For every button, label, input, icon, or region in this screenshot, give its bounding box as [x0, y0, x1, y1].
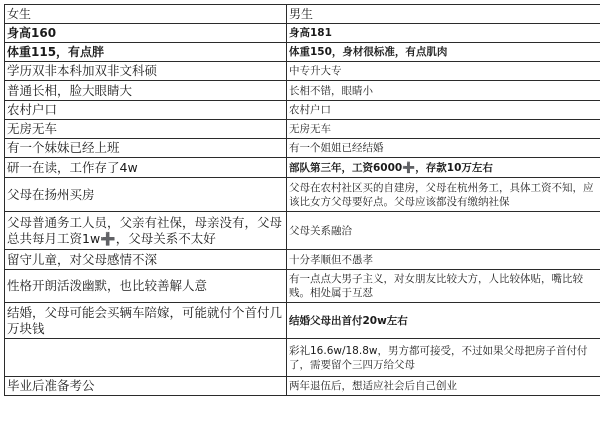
table-row [5, 158, 600, 178]
row-right: 十分孝顺但不愚孝 [287, 250, 600, 270]
row-right: 父母在农村社区买的自建房，父母在杭州务工，具体工资不知，应该比女方父母要好点。父母应该都没有缴纳社保 [287, 178, 600, 212]
table-row [5, 377, 600, 396]
comparison-table [4, 4, 600, 396]
row-left: 身高160 [5, 24, 287, 43]
row-left [5, 339, 287, 377]
row-right: 结婚父母出首付20w左右 [287, 303, 600, 339]
header-right: 男生 [287, 5, 600, 24]
row-right: 有一个姐姐已经结婚 [287, 139, 600, 158]
table-row [5, 270, 600, 303]
row-left: 无房无车 [5, 120, 287, 139]
row-left: 研一在读，工作存了4w [5, 158, 287, 178]
row-right: 有一点点大男子主义，对女朋友比较大方，人比较体贴，嘴比较贱。相处属于互怼 [287, 270, 600, 303]
row-left: 结婚，父母可能会买辆车陪嫁，可能就付个首付几万块钱 [5, 303, 287, 339]
table-row [5, 303, 600, 339]
row-right: 中专升大专 [287, 62, 600, 81]
table-row [5, 250, 600, 270]
table-row [5, 178, 600, 212]
table-row [5, 24, 600, 43]
row-left: 留守儿童，对父母感情不深 [5, 250, 287, 270]
row-right: 体重150，身材很标准，有点肌肉 [287, 43, 600, 62]
row-right: 部队第三年，工资6000➕，存款10万左右 [287, 158, 600, 178]
table-row [5, 339, 600, 377]
row-left: 父母在扬州买房 [5, 178, 287, 212]
table-row [5, 120, 600, 139]
row-left: 性格开朗活泼幽默，也比较善解人意 [5, 270, 287, 303]
row-right: 长相不错，眼睛小 [287, 81, 600, 101]
header-row [5, 5, 600, 24]
row-left: 有一个妹妹已经上班 [5, 139, 287, 158]
header-left: 女生 [5, 5, 287, 24]
table-row [5, 101, 600, 120]
table-row [5, 43, 600, 62]
row-right: 无房无车 [287, 120, 600, 139]
row-left: 学历双非本科加双非文科硕 [5, 62, 287, 81]
table-row [5, 62, 600, 81]
row-right: 农村户口 [287, 101, 600, 120]
row-left: 普通长相，脸大眼睛大 [5, 81, 287, 101]
row-right: 身高181 [287, 24, 600, 43]
row-left: 农村户口 [5, 101, 287, 120]
table-row [5, 139, 600, 158]
table-row [5, 212, 600, 250]
row-left: 毕业后准备考公 [5, 377, 287, 396]
row-left: 体重115，有点胖 [5, 43, 287, 62]
row-right: 彩礼16.6w/18.8w，男方都可接受，不过如果父母把房子首付付了，需要留个三四万给父母 [287, 339, 600, 377]
row-left: 父母普通务工人员，父亲有社保，母亲没有，父母总共每月工资1w➕，父母关系不太好 [5, 212, 287, 250]
row-right: 两年退伍后，想适应社会后自己创业 [287, 377, 600, 396]
table-row [5, 81, 600, 101]
row-right: 父母关系融洽 [287, 212, 600, 250]
